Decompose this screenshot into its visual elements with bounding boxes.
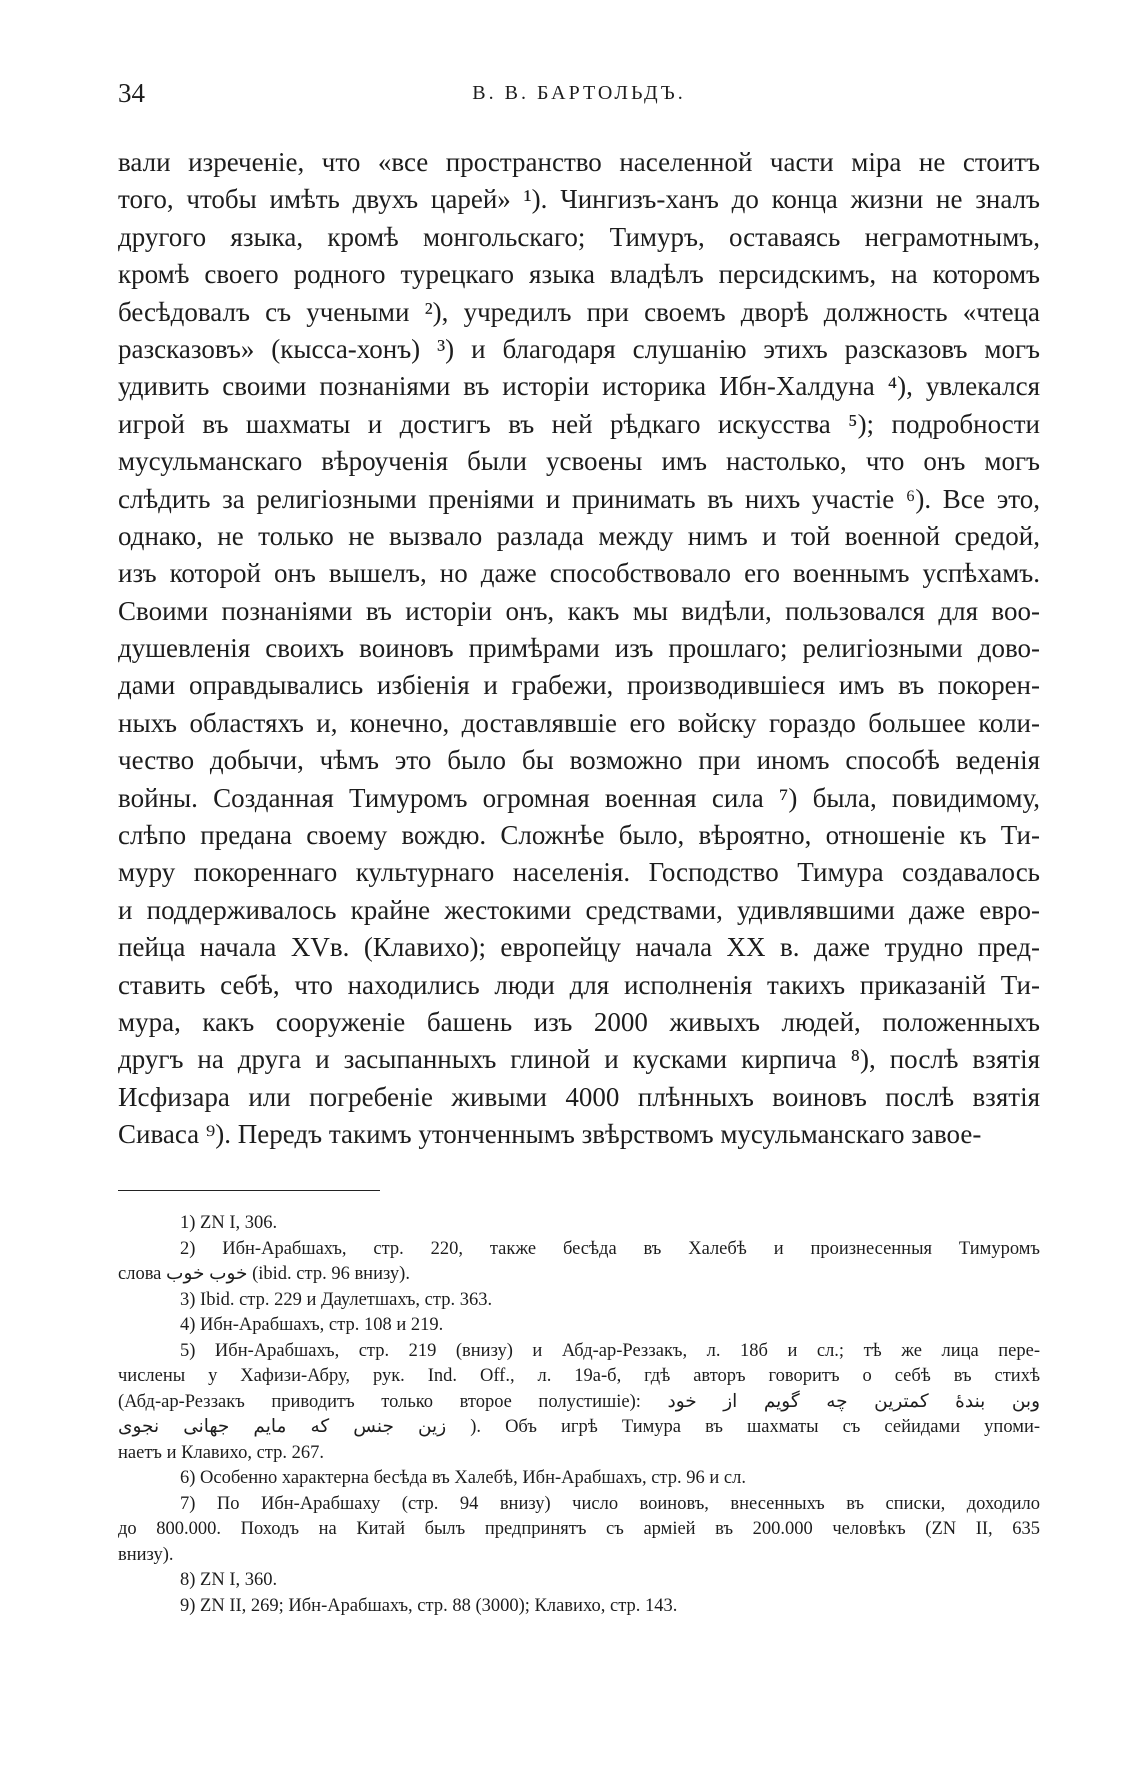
footnote-5-line-4 (118, 1415, 1040, 1441)
body-line: слѣдить за религіозными преніями и принимать въ нихъ участіе ⁶). Все это, (118, 483, 1040, 514)
running-head (118, 78, 1040, 108)
footnotes (118, 1211, 1040, 1619)
footnote-divider (118, 1190, 380, 1191)
body-line: вали изреченіе, что «все пространство населенной части міра не стоитъ (118, 147, 1040, 177)
footnote-2-tail: (ibid. стр. 96 внизу). (252, 1264, 410, 1284)
page-number: 34 (118, 78, 145, 108)
body-line: однако, не только не вызвало разлада между нимъ и той военной средой, (118, 520, 1040, 551)
arabic-verse-first: وبن بندهٔ کمترین چه گویم از خود (667, 1391, 1041, 1412)
body-line: удивить своими познаніями въ исторіи историка Ибн-Халдуна ⁴), увлекался (118, 371, 1040, 402)
body-line: и поддерживалось крайне жестокими средствами, удивлявшими даже евро- (118, 894, 1040, 925)
body-line: ныхъ областяхъ и, конечно, доставлявшіе его войску гораздо большее коли- (118, 707, 1040, 738)
arabic-quote: خوب خوب (166, 1264, 248, 1284)
running-title: В. В. БАРТОЛЬДЪ. (472, 82, 686, 104)
body-line: пейца начала XVв. (Клавихо); европейцу начала XX в. даже трудно пред- (118, 932, 1040, 963)
body-line: другого языка, кромѣ монгольскаго; Тимуръ, оставаясь неграмотнымъ, (118, 221, 1040, 252)
body-text (118, 144, 1040, 1154)
footnote-5-line-3 (118, 1390, 1040, 1416)
footnote-5-line-1: 5) Ибн-Арабшахъ, стр. 219 (внизу) и Абд-ар-Реззакъ, л. 18б и сл.; тѣ же лица пере- (180, 1340, 1040, 1361)
footnote-7-line-1: 7) По Ибн-Арабшаху (стр. 94 внизу) число воиновъ, внесенныхъ въ списки, доходило (180, 1493, 1040, 1514)
footnote-2-line-1: 2) Ибн-Арабшахъ, стр. 220, также бесѣда въ Халебѣ и произнесенныя Тимуромъ (180, 1238, 1040, 1259)
footnote-6: 6) Особенно характерна бесѣда въ Халебѣ, Ибн-Арабшахъ, стр. 96 и сл. (180, 1468, 746, 1488)
footnote-4: 4) Ибн-Арабшахъ, стр. 108 и 219. (180, 1315, 444, 1335)
footnote-2-lead: слова (118, 1264, 162, 1284)
footnote-8: 8) ZN I, 360. (180, 1570, 278, 1590)
body-line: игрой въ шахматы и достигъ въ ней рѣдкаго искусства ⁵); подробности (118, 408, 1040, 439)
body-line: чество добычи, чѣмъ это было бы возможно при иномъ способѣ веденія (118, 745, 1040, 776)
footnote-7-line-2: до 800.000. Походъ на Китай былъ предпринятъ съ арміей въ 200.000 человѣкъ (ZN II, 635 (118, 1519, 1040, 1539)
body-line: войны. Созданная Тимуромъ огромная военная сила ⁷) была, повидимому, (118, 782, 1040, 813)
body-line: муру покореннаго культурнаго населенія. Господство Тимура создавалось (118, 857, 1040, 888)
footnote-5-line-5: наетъ и Клавихо, стр. 267. (118, 1442, 324, 1463)
body-line: душевленія своихъ воиновъ примѣрами изъ прошлаго; религіозными дово- (118, 633, 1040, 664)
footnote-3: 3) Ibid. стр. 229 и Даулетшахъ, стр. 363. (180, 1289, 493, 1310)
footnote-5-lead: (Абд-ар-Реззакъ приводитъ только второе полустишіе): (118, 1391, 641, 1412)
body-line: мура, какъ сооруженіе башень изъ 2000 живыхъ людей, положенныхъ (118, 1006, 1040, 1037)
body-line: ставить себѣ, что находились люди для исполненія такихъ приказаній Ти- (118, 969, 1040, 1000)
body-line: дами оправдывались избіенія и грабежи, производившіеся имъ въ покорен- (118, 670, 1040, 701)
body-line: изъ которой онъ вышелъ, но даже способствовало его военнымъ успѣхамъ. (118, 558, 1040, 589)
footnote-9: 9) ZN II, 269; Ибн-Арабшахъ, стр. 88 (3000); Клавихо, стр. 143. (180, 1595, 678, 1616)
footnote-5-line-2: числены у Хафизи-Абру, рук. Ind. Off., л. 19а-б, гдѣ авторъ говоритъ о себѣ въ стихѣ (118, 1366, 1040, 1386)
body-line: Исфизара или погребеніе живыми 4000 плѣнныхъ воиновъ послѣ взятія (118, 1081, 1040, 1112)
body-line: бесѣдовалъ съ учеными ²), учредилъ при своемъ дворѣ должность «чтеца (118, 296, 1040, 327)
body-line: Своими познаніями въ исторіи онъ, какъ мы видѣли, пользовался для воо- (118, 595, 1040, 626)
footnote-7-line-3: внизу). (118, 1544, 174, 1565)
body-line: мусульманскаго вѣроученія были усвоены имъ настолько, что онъ могъ (118, 446, 1040, 477)
body-line: другъ на друга и засыпанныхъ глиной и кусками кирпича ⁸), послѣ взятія (118, 1044, 1040, 1075)
body-line: разсказовъ» (кысса-хонъ) ³) и благодаря слушанію этихъ разсказовъ могъ (118, 333, 1040, 364)
body-line: слѣпо предана своему вождю. Сложнѣе было, вѣроятно, отношеніе къ Ти- (118, 820, 1040, 851)
body-line: того, чтобы имѣть двухъ царей» ¹). Чингизъ-ханъ до конца жизни не зналъ (118, 184, 1040, 215)
body-line: Сиваса ⁹). Передъ такимъ утонченнымъ звѣрствомъ мусульманскаго завое- (118, 1119, 982, 1150)
body-line: кромѣ своего родного турецкаго языка владѣлъ персидскимъ, на которомъ (118, 259, 1040, 290)
arabic-verse-second: زین جنس که مایم جهانی نجوی (118, 1417, 447, 1437)
footnote-2-line-2 (118, 1262, 1040, 1288)
footnote-5-continuation: ). Объ игрѣ Тимура въ шахматы съ сейидами упоми- (470, 1417, 1040, 1437)
footnote-1: 1) ZN I, 306. (180, 1213, 278, 1233)
